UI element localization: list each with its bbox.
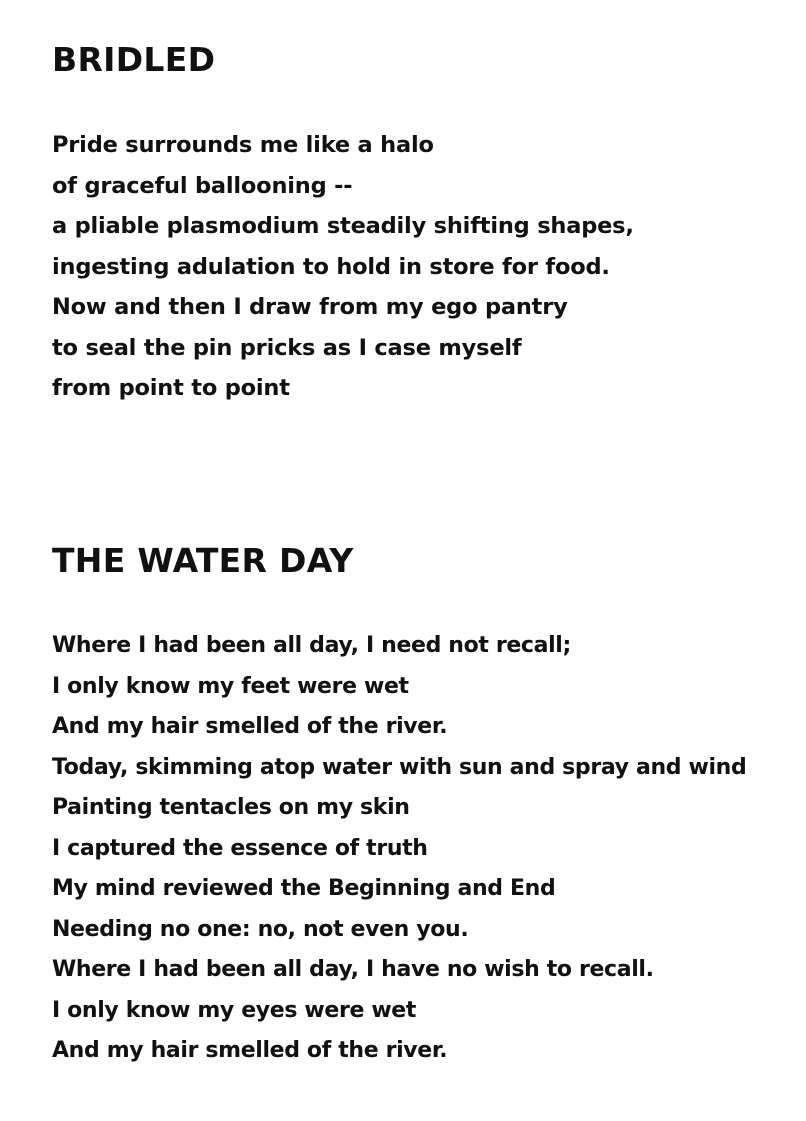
- poem-title: THE WATER DAY: [52, 541, 354, 580]
- poem-line: I only know my feet were wet: [52, 673, 409, 699]
- poem-line: And my hair smelled of the river.: [52, 1038, 448, 1063]
- poem-line: Now and then I draw from my ego pantry: [52, 294, 568, 320]
- poem-body: [52, 626, 796, 1072]
- poem-line: a pliable plasmodium steadily shifting shapes,: [52, 213, 634, 239]
- poem-line: I only know my eyes were wet: [52, 997, 417, 1023]
- poem-line: Where I had been all day, I have no wish to recall.: [52, 957, 654, 982]
- poem-line: Today, skimming atop water with sun and spray and wind: [52, 754, 747, 780]
- poem-line: Pride surrounds me like a halo: [52, 132, 434, 158]
- poem-line: to seal the pin pricks as I case myself: [52, 334, 522, 361]
- poem-the-water-day: [52, 539, 796, 1072]
- poem-line: of graceful ballooning --: [52, 172, 353, 199]
- poem-line: And my hair smelled of the river.: [52, 714, 448, 739]
- poem-line: My mind reviewed the Beginning and End: [52, 876, 556, 901]
- poem-line: ingesting adulation to hold in store for food.: [52, 253, 610, 280]
- poem-body: [52, 125, 796, 409]
- poem-line: Where I had been all day, I need not recall;: [52, 633, 571, 658]
- poem-bridled: [52, 38, 796, 409]
- poem-line: I captured the essence of truth: [52, 835, 428, 861]
- poem-line: from point to point: [52, 375, 290, 401]
- poem-title: BRIDLED: [52, 40, 216, 79]
- poem-line: Painting tentacles on my skin: [52, 795, 410, 820]
- poem-line: Needing no one: no, not even you.: [52, 916, 469, 942]
